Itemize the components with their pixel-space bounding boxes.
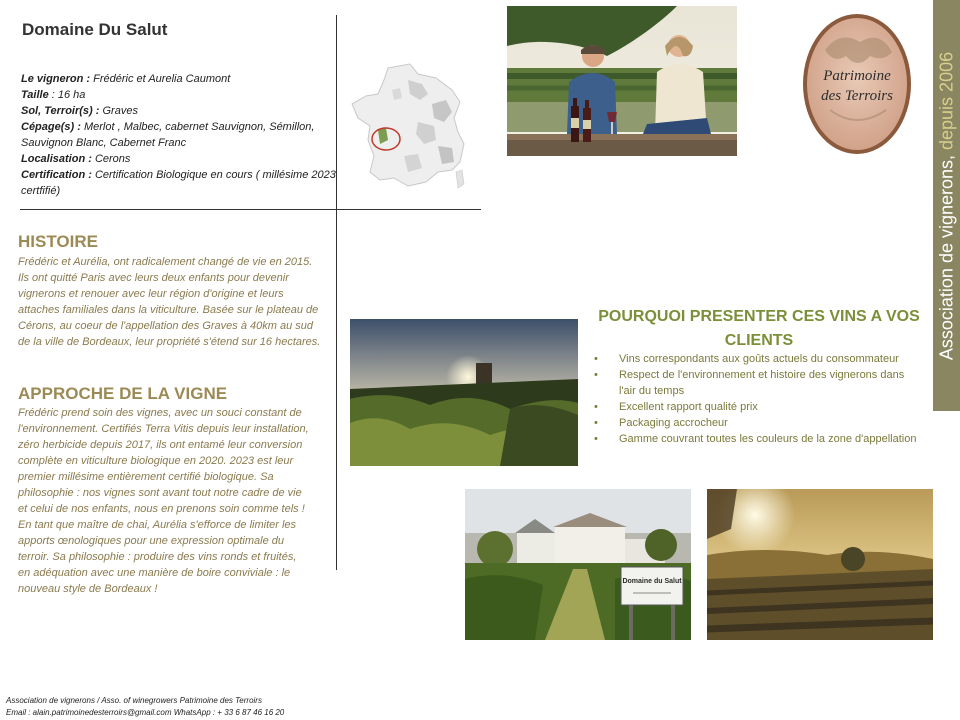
side-band (933, 0, 960, 411)
info-sol (21, 103, 341, 119)
approche-title: APPROCHE DE LA VIGNE (18, 384, 228, 403)
logo-line1: Patrimoine (823, 68, 891, 84)
golden-field-photo (707, 489, 933, 640)
why-item: • Gamme couvrant toutes les couleurs de la zone d'appellation (594, 431, 924, 447)
info-certification (21, 167, 341, 199)
patrimoine-logo (800, 10, 915, 158)
info-block (21, 71, 341, 199)
info-value: : 16 ha (48, 89, 86, 101)
footer-association: Association de vignerons / Asso. of winegrowers Patrimoine des Terroirs (6, 696, 262, 705)
sign-text: Domaine du Salut (622, 578, 682, 585)
why-list (594, 351, 924, 447)
winemakers-photo (507, 6, 737, 156)
info-value: Graves (99, 105, 138, 117)
why-title: POURQUOI PRESENTER CES VINS A VOS CLIENTS (598, 308, 920, 349)
info-label: Taille (21, 89, 49, 101)
why-item: • Respect de l'environnement et histoire des vignerons dans l'air du temps (594, 367, 924, 399)
info-label: Certification : (21, 169, 92, 181)
why-item: • Excellent rapport qualité prix (594, 399, 924, 415)
chateau-photo (465, 489, 691, 640)
approche-text: Frédéric prend soin des vignes, avec un souci constant de l'environnement. Certifiés Terra Vitis depuis leur installation, zéro herbicide depuis 2017, ils ont entamé leur conversion complète en viticulture biologique en 2020. 2023 est leur premier millésime entièrement certifié biologique. Sa philosophie : nos vignes sont avant tout notre cadre de vie et celui de nos enfants, nous en prenons soin comme tels ! En tant que maître de chai, Aurélia s'efforce de limiter les apports œnologiques pour une expression optimale du terroir. Sa philosophie : produire des vins ronds et fruités, en adéquation avec une manière de boire conviviale : le nouveau style de Bordeaux ! (18, 407, 309, 595)
info-taille (21, 87, 341, 103)
histoire-text: Frédéric et Aurélia, ont radicalement changé de vie en 2015. Ils ont quitté Paris avec leurs deux enfants pour devenir vignerons et renouer avec leur région d'origine et leurs attaches familiales dans la viticulture. Basée sur le plateau de Cérons, au coeur de l'appellation des Graves à 40km au sud de la ville de Bordeaux, leur propriété s'étend sur 16 hectares. (18, 256, 321, 348)
info-label: Sol, Terroir(s) : (21, 105, 100, 117)
side-band-main: Association de vignerons, (936, 149, 956, 360)
side-band-accent: depuis 2006 (936, 51, 956, 150)
info-label: Localisation : (21, 153, 92, 165)
why-item: • Vins correspondants aux goûts actuels du consommateur (594, 351, 924, 367)
info-label: Le vigneron : (21, 73, 91, 85)
footer-contact: Email : alain.patrimoinedesterroirs@gmail.com WhatsApp : + 33 6 87 46 16 20 (6, 708, 285, 717)
info-vigneron (21, 71, 341, 87)
info-cepages (21, 119, 341, 151)
horizontal-divider (20, 209, 481, 210)
info-label: Cépage(s) : (21, 121, 81, 133)
footer (6, 695, 284, 719)
info-value: Certification Biologique en cours ( millésime 2023 certfifié) (21, 169, 336, 197)
vertical-divider (336, 15, 337, 570)
logo-line2: des Terroirs (821, 88, 893, 104)
vineyard-sunset-photo (350, 319, 578, 466)
info-value: Cerons (91, 153, 131, 165)
page-title: Domaine Du Salut (22, 20, 168, 39)
histoire-title: HISTOIRE (18, 232, 98, 251)
info-value: Frédéric et Aurelia Caumont (90, 73, 231, 85)
info-value: Merlot , Malbec, cabernet Sauvignon, Sémillon, Sauvignon Blanc, Cabernet Franc (21, 121, 315, 149)
why-item: • Packaging accrocheur (594, 415, 924, 431)
france-map (348, 60, 470, 200)
side-band-text (936, 51, 957, 359)
info-localisation (21, 151, 341, 167)
